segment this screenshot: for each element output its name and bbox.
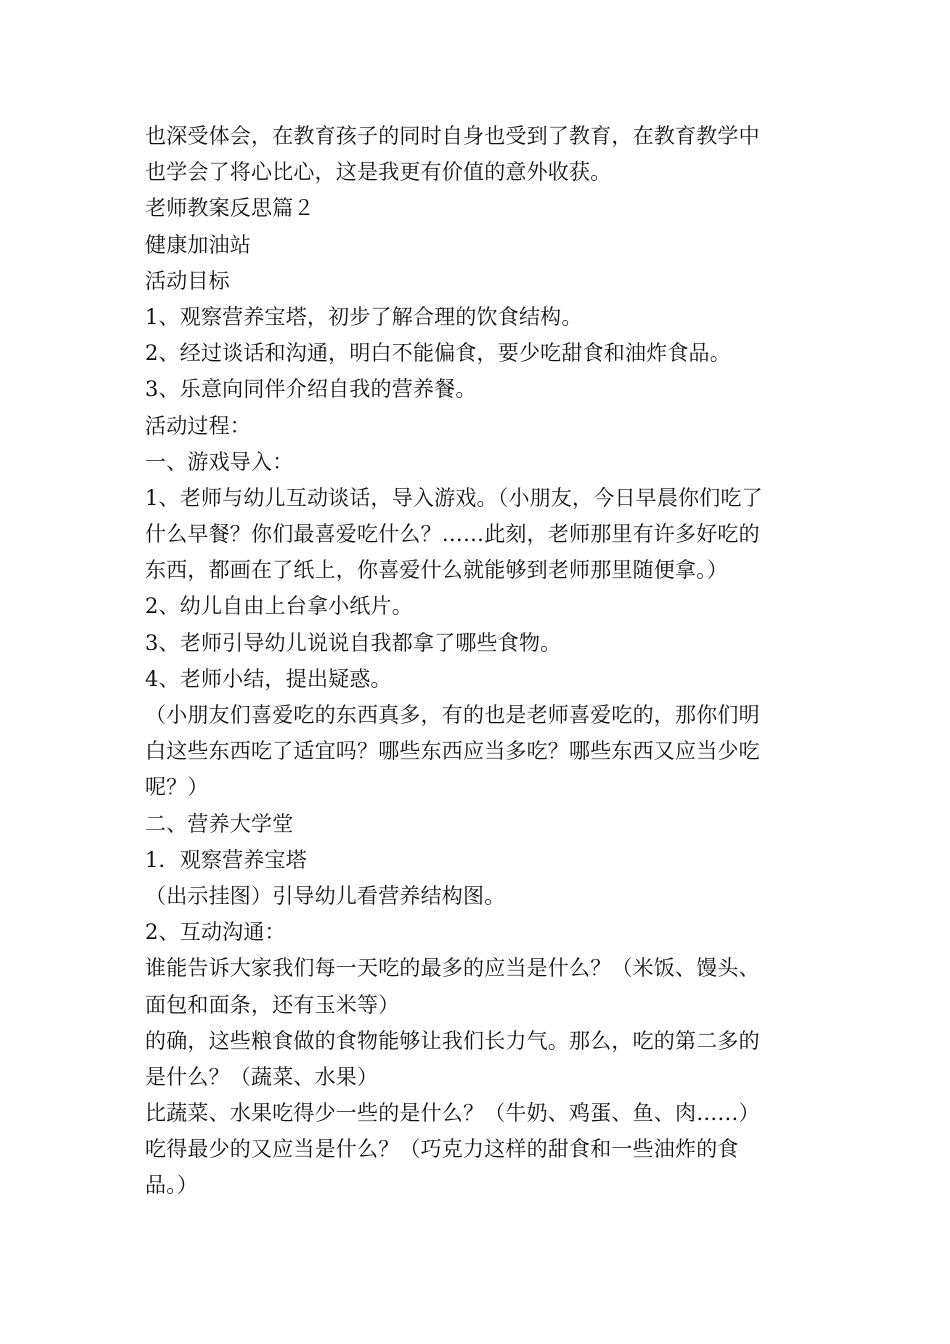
text-line: 比蔬菜、水果吃得少一些的是什么？（牛奶、鸡蛋、鱼、肉……） <box>145 1101 760 1126</box>
text-line: 品。） <box>145 1173 199 1198</box>
text-line: 东西，都画在了纸上，你喜爱什么就能够到老师那里随便拿。） <box>145 558 729 583</box>
text-line: 1、老师与幼儿互动谈话，导入游戏。（小朋友，今日早晨你们吃了 <box>145 485 763 510</box>
text-line: 白这些东西吃了适宜吗？哪些东西应当多吃？哪些东西又应当少吃 <box>145 739 760 764</box>
heading-process: 活动过程： <box>145 413 251 438</box>
subheading: 二、营养大学堂 <box>145 811 294 836</box>
text-line: 是什么？（蔬菜、水果） <box>145 1064 379 1089</box>
goal-item: 2、经过谈话和沟通，明白不能偏食，要少吃甜食和油炸食品。 <box>145 341 731 366</box>
text-line: 呢？） <box>145 775 209 800</box>
goal-item: 1、观察营养宝塔，初步了解合理的饮食结构。 <box>145 304 583 329</box>
text-line: 吃得最少的又应当是什么？（巧克力这样的甜食和一些油炸的食 <box>145 1137 739 1162</box>
text-line: 谁能告诉大家我们每一天吃的最多的应当是什么？（米饭、馒头、 <box>145 956 760 981</box>
text-line: （出示挂图）引导幼儿看营养结构图。 <box>145 883 506 908</box>
text-line: 4、老师小结，提出疑惑。 <box>145 666 392 691</box>
text-line: 2、互动沟通： <box>145 920 286 945</box>
text-line: 也学会了将心比心，这是我更有价值的意外收获。 <box>145 160 612 185</box>
goal-item: 3、乐意向同伴介绍自我的营养餐。 <box>145 377 477 402</box>
text-line: （小朋友们喜爱吃的东西真多，有的也是老师喜爱吃的，那你们明 <box>145 703 760 727</box>
heading-goals: 活动目标 <box>145 268 230 293</box>
document-body <box>145 118 813 1204</box>
subheading: 一、游戏导入： <box>145 449 294 474</box>
text-line: 2、幼儿自由上台拿小纸片。 <box>145 594 413 619</box>
text-line: 3、老师引导幼儿说说自我都拿了哪些食物。 <box>145 630 562 655</box>
text-line: 面包和面条，还有玉米等） <box>145 992 400 1017</box>
text-line: 1．观察营养宝塔 <box>145 847 307 872</box>
section-title: 老师教案反思篇２ <box>145 196 315 221</box>
text-line: 也深受体会，在教育孩子的同时自身也受到了教育，在教育教学中 <box>145 124 760 148</box>
activity-title: 健康加油站 <box>145 232 251 257</box>
text-line: 的确，这些粮食做的食物能够让我们长力气。那么，吃的第二多的 <box>145 1028 760 1053</box>
text-line: 什么早餐？你们最喜爱吃什么？……此刻，老师那里有许多好吃的 <box>145 522 760 547</box>
